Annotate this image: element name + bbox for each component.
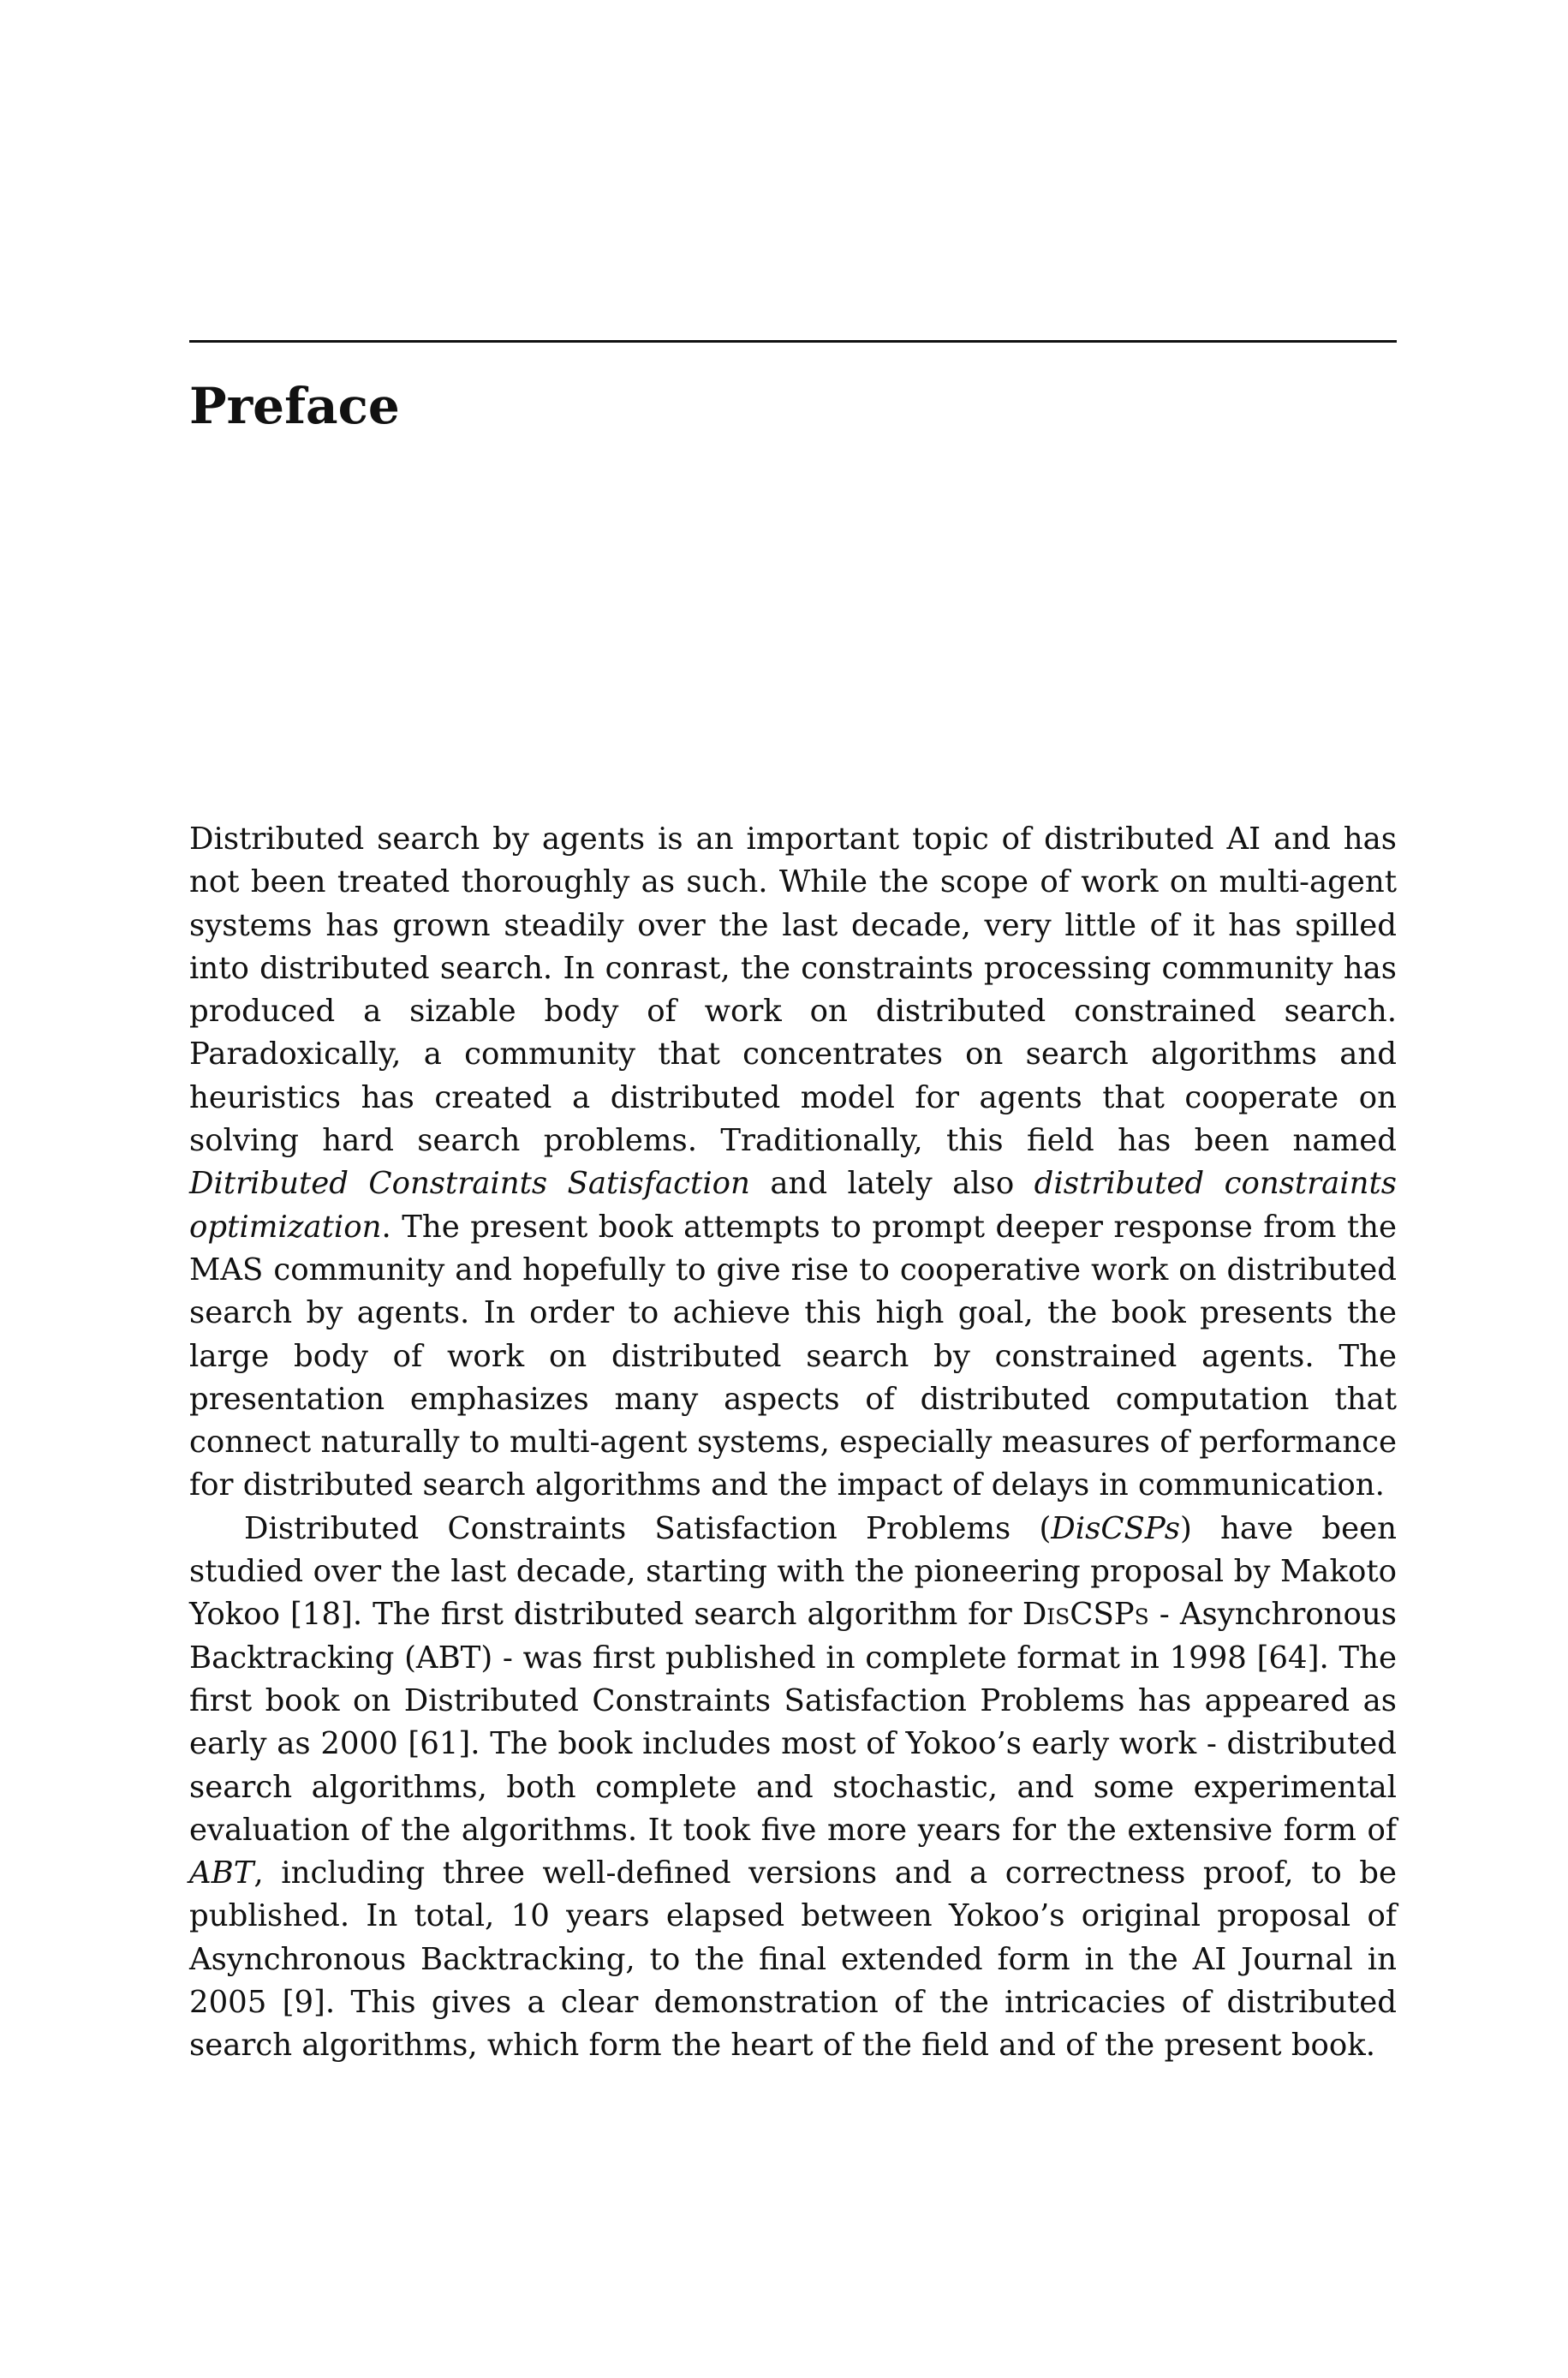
italic-term: ABT [189,1855,254,1891]
italic-term: DisCSPs [1051,1510,1180,1546]
italic-term: Ditributed Constraints Satisfaction [189,1166,750,1202]
smallcaps-term: DisCSPs [1022,1597,1149,1633]
text-run: Distributed search by agents is an important topic of distributed AI and has not been treated thoroughly as such. While the scope of work on multi-agent systems has grown steadily over the last decade, very little of it has spilled into distributed search. In conrast, the constraints processing community has produced a sizable body of work on distributed constrained search. Paradoxically, a community that concentrates on search algorithms and heuristics has created a distributed model for agents that cooperate on solving hard search problems. Traditionally, this field has been named [189,822,1397,1159]
text-run: , including three well-defined versions and a correctness proof, to be published. In total, 10 years elapsed between Yokoo’s original proposal of Asynchronous Backtracking, to the final extended form in the AI Journal in 2005 [9]. This gives a clear demonstration of the intricacies of distributed search algorithms, which form the heart of the field and of the present book. [189,1855,1397,2064]
text-run: . The present book attempts to prompt deeper response from the MAS community and hopefully to give rise to cooperative work on distributed search by agents. In order to achieve this high goal, the book presents the large body of work on distributed search by constrained agents. The presentation emphasizes many aspects of distributed computation that connect naturally to multi-agent systems, especially measures of performance for distributed search algorithms and the impact of delays in communication. [189,1209,1397,1503]
text-run: ) have been studied over the last decade, starting with the pioneering proposal by Makoto Yokoo [18]. The first distributed search algorithm for [189,1510,1397,1633]
text-run: Distributed Constraints Satisfaction Problems ( [244,1510,1052,1546]
chapter-title: Preface [189,377,400,435]
text-run: and lately also [749,1166,1034,1202]
chapter-rule [189,340,1397,343]
text-run: - Asynchronous Backtracking (ABT) - was first published in complete format in 1998 [64]. The first book on Distributed Constraints Satisfaction Problems has appeared as early as 2000 [61]. The book includes most of Yokoo’s early work - distributed search algorithms, both complete and stochastic, and some experimental evaluation of the algorithms. It took five more years for the extensive form of [189,1597,1398,1848]
paragraph [189,818,1397,1508]
italic-term: distributed constraints optimization [189,1166,1398,1245]
preface-body [189,818,1397,2068]
paragraph [189,1508,1397,2068]
